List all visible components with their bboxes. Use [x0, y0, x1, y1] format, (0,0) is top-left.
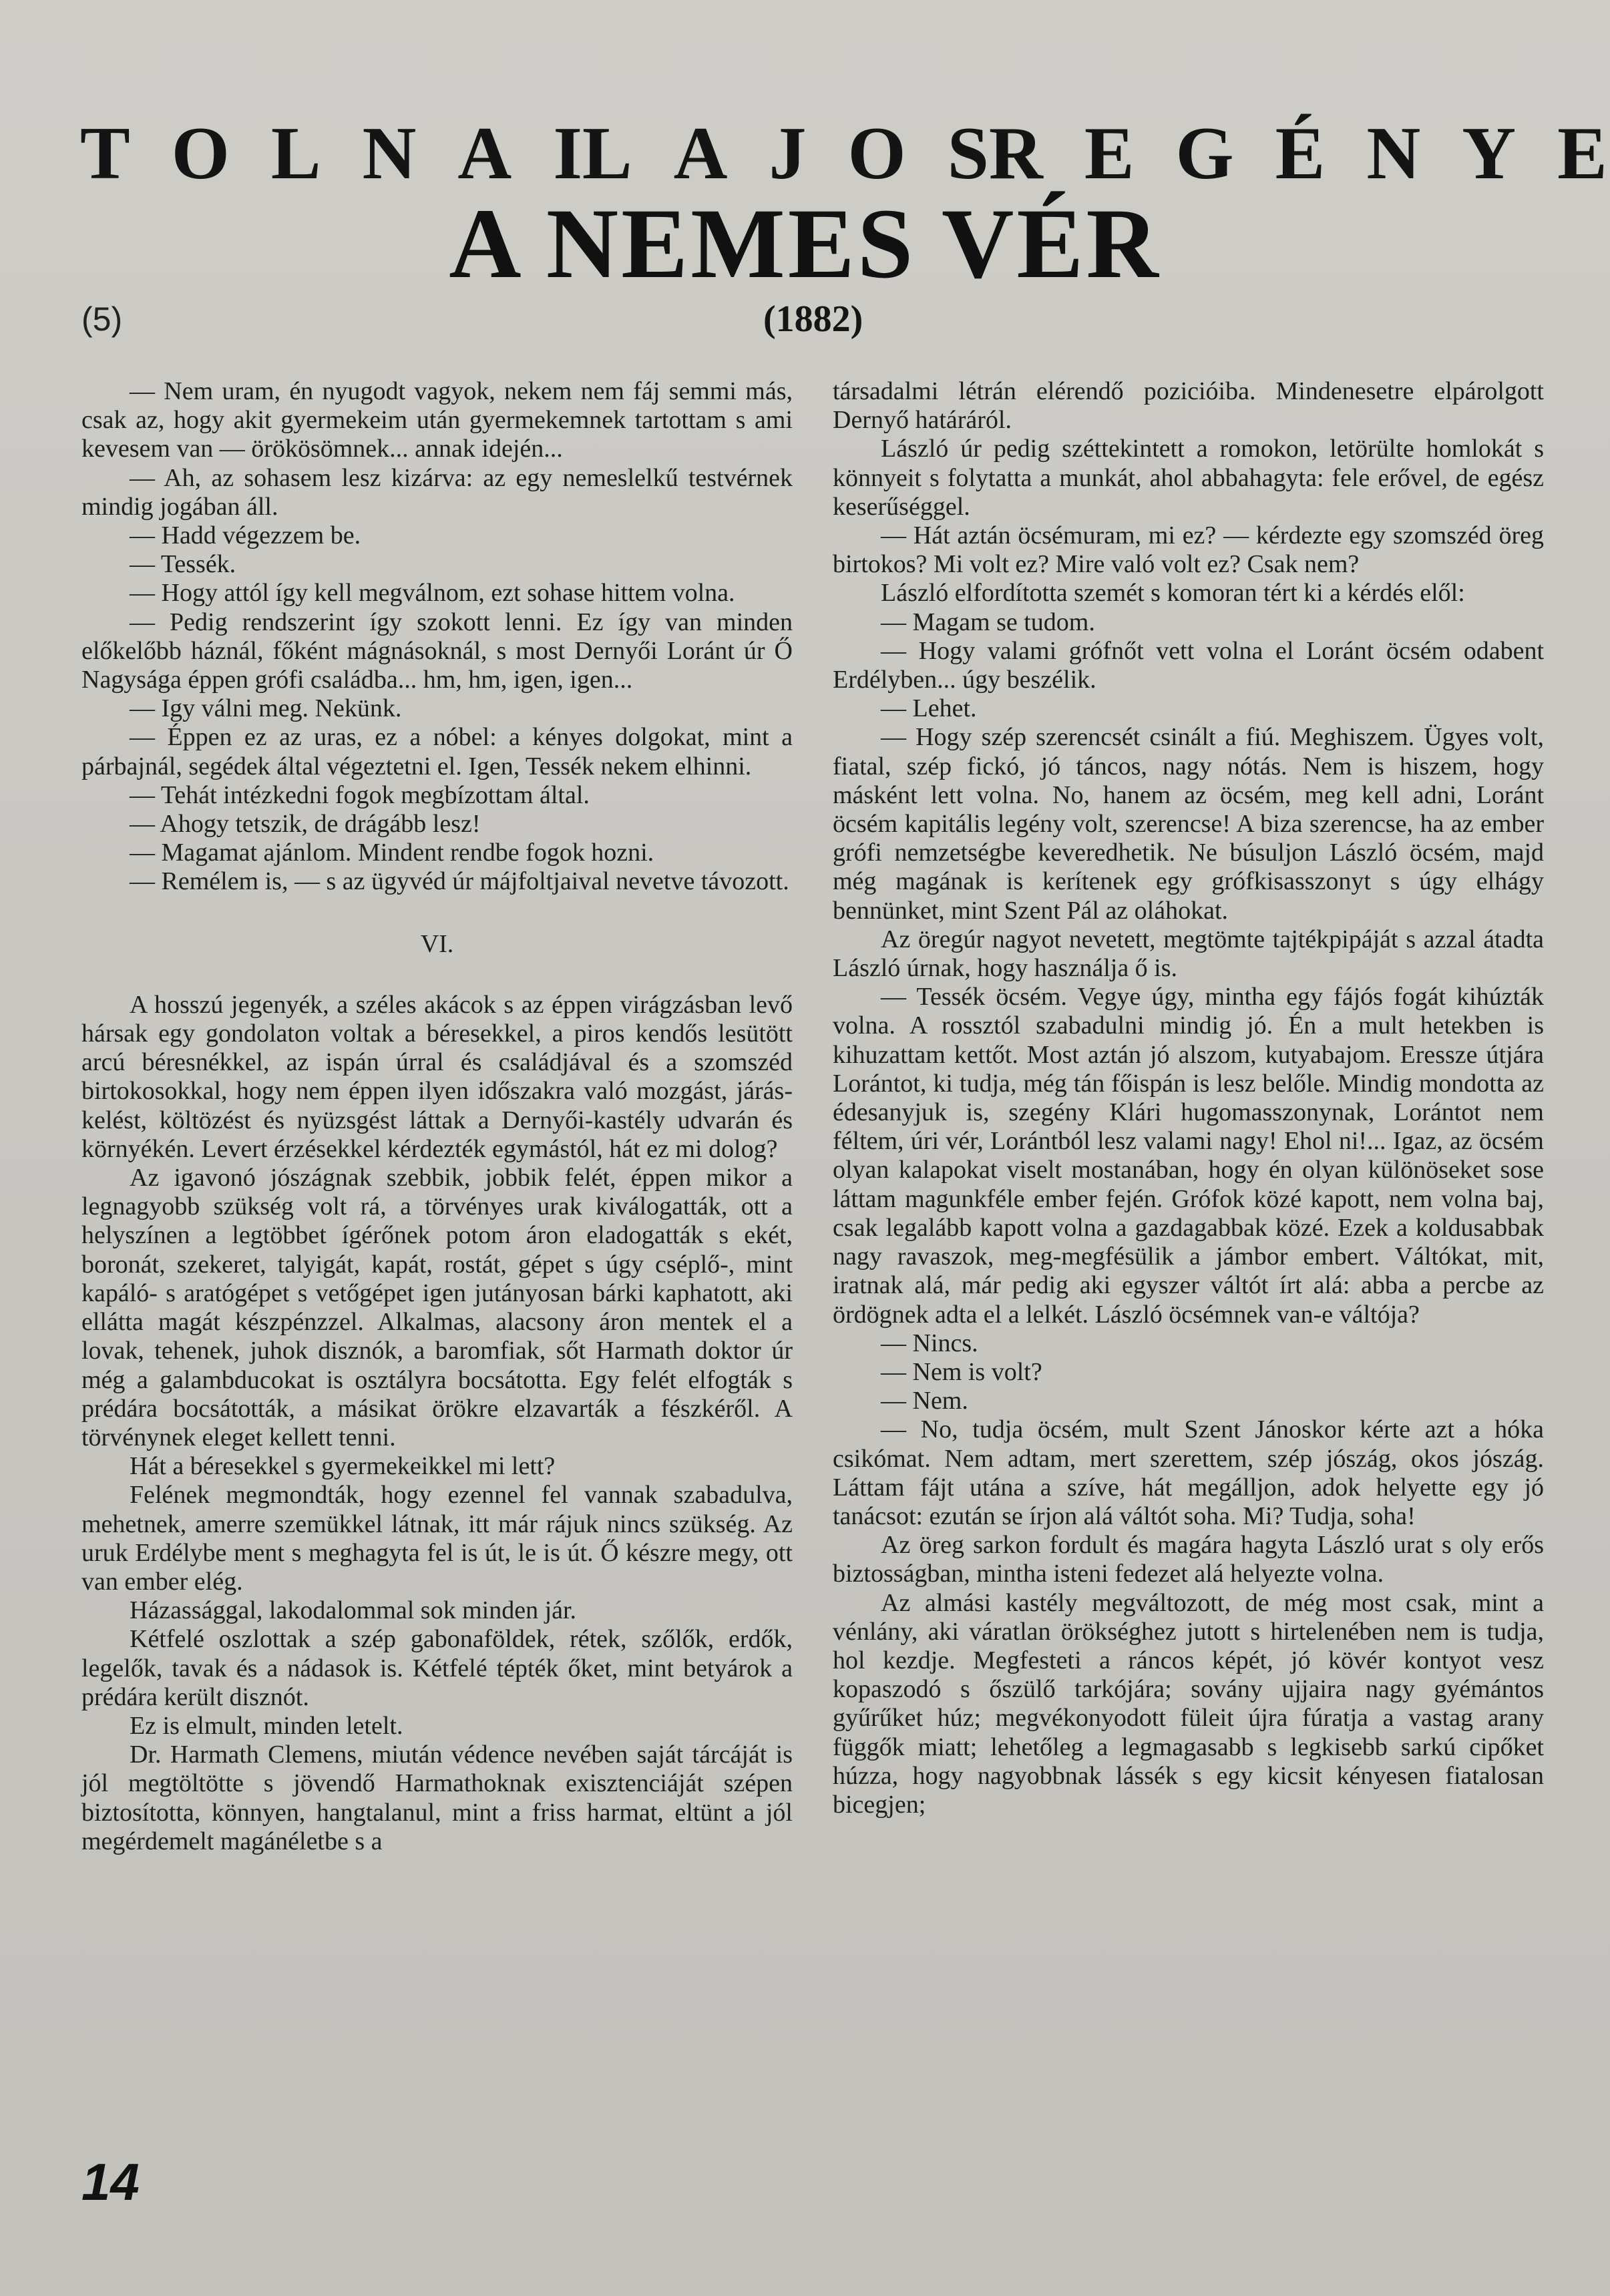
author-letter: É	[1275, 112, 1326, 195]
author-letter: E	[1084, 112, 1135, 195]
author-letter: A	[457, 112, 512, 195]
text-paragraph: — Lehet.	[881, 694, 977, 723]
narrative-paragraph: Kétfelé oszlottak a szép gabonaföldek, rétek, szőlők, erdők, legelők, tavak és a nádasok is. Kétfelé tépték őket, mint betyárok a prédára került disznót.	[81, 1625, 793, 1711]
author-line	[80, 112, 1607, 195]
author-letter: O	[847, 112, 906, 195]
dialogue-paragraph: — Ah, az sohasem lesz kizárva: az egy nemeslelkű testvérnek mindig jogában áll.	[81, 463, 793, 521]
text-paragraph: — Hát aztán öcsémuram, mi ez? — kérdezte egy szomszéd öreg birtokos? Mi volt ez? Mire való volt ez? Csak nem?	[833, 521, 1544, 579]
page-number: 14	[81, 2152, 140, 2211]
text-paragraph: László elfordította szemét s komoran tért ki a kérdés elől:	[881, 579, 1465, 608]
text-paragraph: társadalmi létrán elérendő pozicióiba. Mindenesetre elpárolgott Dernyő határáról.	[833, 377, 1544, 435]
installment-number: (5)	[81, 300, 123, 338]
narrative-paragraph: Ez is elmult, minden letelt.	[130, 1711, 403, 1740]
author-letter: O	[171, 112, 230, 195]
text-paragraph: — Tessék öcsém. Vegye úgy, mintha egy fájós fogát kihúzták volna. A rossztól szabadulni mindig jó. Én a mult hetekben is kihuzattam kettőt. Most aztán jó alszom, kutyabajom. Eressze útjára Lorántot, ki tudja, még tán főispán is lesz belőle. Mindig mondotta az édesanyjuk is, szegény Klári hugomasszonynak, Lorántot nem féltem, úri vér, Lorántból lesz valami nagy! Ehol ni!... Igaz, az öcsém olyan kalapokat viselt mostanában, hogy én olyan különöseket sose láttam magunkféle ember fején. Grófok közé kapott, nem volna baj, csak legalább kapott volna a gazdagabbak közé. Ezek a koldusabbak nagy ravaszok, meg-megfésülik a jámbor embert. Váltókat, mit, iratnak alá, már pedig aki egyszer váltót írt alá: abba a percbe az ördögnek adta el a lelkét. László öcsémnek van-e váltója?	[833, 983, 1544, 1329]
author-word-first-name	[80, 113, 582, 194]
author-letter: I	[553, 112, 582, 195]
dialogue-paragraph: — Hadd végezzem be.	[130, 521, 361, 550]
author-letter: Y	[1462, 112, 1517, 195]
dialogue-paragraph: — Tessék.	[130, 550, 236, 579]
dialogue-paragraph: — Pedig rendszerint így szokott lenni. Ez így van minden előkelőbb háznál, főként mágnásoknál, s most Dernyői Loránt úr Ő Nagysága éppen grófi családba... hm, hm, igen, igen...	[81, 608, 793, 694]
dialogue-paragraph: — Tehát intézkedni fogok megbízottam által.	[130, 780, 590, 809]
novel-title: A NEMES VÉR	[449, 188, 1161, 299]
dialogue-paragraph: — Éppen ez az uras, ez a nóbel: a kényes dolgokat, mint a párbajnál, segédek által végeztetni el. Igen, Tessék nekem elhinni.	[81, 723, 793, 780]
dialogue-paragraph: — Nem uram, én nyugodt vagyok, nekem nem fáj semmi más, csak az, hogy akit gyermekeim után gyermekemnek tartottam s ami kevesem van — örökösömnek... annak idején...	[81, 377, 793, 463]
narrative-paragraph: Hát a béresekkel s gyermekeikkel mi lett?	[130, 1452, 556, 1481]
text-paragraph: — Hogy szép szerencsét csinált a fiú. Meghiszem. Ügyes volt, fiatal, szép fickó, jó táncos, nagy nótás. Nem is hiszem, hogy másként lett volna. No, hanem az öcsém, meg kell adni, Loránt öcsém kapitális legény volt, szerencse! A biza szerencse, ha az ember grófi nemzetségbe keveredhetik. Ne búsuljon László öcsém, majd még magának is kerítenek egy grófkisasszonyt s úgy elhágy bennünket, mint Szent Pál az oláhokat.	[833, 723, 1544, 925]
narrative-paragraph: Házassággal, lakodalommal sok minden jár.	[130, 1596, 577, 1625]
narrative-paragraph: A hosszú jegenyék, a széles akácok s az éppen virágzásban levő hársak egy gondolaton voltak a béresekkel, a piros kendős lesütött arcú béresnékkel, az ispán úrral és családjával és a szomszéd birtokosokkal, hogy nem éppen ilyen időszakra való mozgást, járás-kelést, költözést és nyüzsgést láttak a Dernyői-kastély udvarán és környékén. Levert érzésekkel kérdezték egymástól, hát ez mi dolog?	[81, 990, 793, 1163]
author-letter: L	[270, 112, 321, 195]
text-paragraph: Az öreg sarkon fordult és magára hagyta László urat s oly erős biztosságban, mintha isteni fedezet alá helyezte volna.	[833, 1531, 1544, 1588]
dialogue-paragraph: — Hogy attól így kell megválnom, ezt sohase hittem volna.	[130, 579, 735, 608]
text-paragraph: — Hogy valami grófnőt vett volna el Loránt öcsém odabent Erdélyben... úgy beszélik.	[833, 636, 1544, 694]
dialogue-paragraph: — Igy válni meg. Nekünk.	[130, 694, 402, 723]
text-paragraph: — No, tudja öcsém, mult Szent Jánoskor kérte azt a hóka csikómat. Nem adtam, mert szerettem, szép jószág, okos jószág. Láttam fájt utána a szíve, hát megálljon, adok helyette egy jó tanácsot: ezután se írjon alá váltót soha. Mi? Tudja, soha!	[833, 1415, 1544, 1530]
author-letter: L	[582, 112, 632, 195]
narrative-paragraph: Az igavonó jószágnak szebbik, jobbik felét, éppen mikor a legnagyobb szükség volt rá, a törvényes urak kiválogatták, ott a helyszínen a legtöbbet ígérőnek potom áron eladogatták s ekét, boronát, szekeret, talyigát, kapát, rostát, gépet s úgy cséplő-, mint kapáló- s aratógépet s vetőgépet igen jutányosan bárki kaphatott, aki ellátta magát készpénzzel. Alkalmas, alacsony áron mentek el a lovak, tehenek, juhok disznók, a baromfiak, sőt Harmath doktor úr még a galambducokat is osztályra bocsátotta. Egy felét elfogták s prédára bocsátották, a másikat örökre elzavarták a fészkéről. A törvénynek eleget kellett tenni.	[81, 1164, 793, 1451]
author-letter: N	[362, 112, 417, 195]
author-letter: N	[1366, 112, 1421, 195]
right-text-column	[833, 377, 1544, 1819]
chapter-heading: VI.	[420, 929, 454, 958]
text-paragraph: — Nincs.	[881, 1329, 978, 1357]
author-letter: J	[769, 112, 807, 195]
novel-year: (1882)	[763, 298, 863, 340]
dialogue-paragraph: — Remélem is, — s az ügyvéd úr májfoltjaival nevetve távozott.	[130, 867, 789, 896]
text-paragraph: — Nem.	[881, 1387, 968, 1415]
text-paragraph: László úr pedig széttekintett a romokon, letörülte homlokát s könnyeit s folytatta a munkát, ahol abbahagyta: fele erővel, de egész keserűséggel.	[833, 435, 1544, 521]
author-letter: T	[80, 112, 130, 195]
author-letter: G	[1175, 112, 1234, 195]
left-text-column	[81, 377, 793, 1856]
author-word-last-name	[582, 113, 989, 194]
author-word-novel	[989, 113, 1607, 194]
text-paragraph: — Magam se tudom.	[881, 608, 1095, 636]
text-paragraph: Az almási kastély megváltozott, de még most csak, mint a vénlány, aki váratlan örökséghez jutott s hirtelenében nem is tudja, hol kezdje. Megfesteti a ráncos képét, jó kövér kontyot vesz kopaszodó s őszülő tarkójára; sovány ujjaira nagy gyémántos gyűrűket húz; megvékonyodott füleit újra fúratja a vastag arany függők miatt; lehetőleg a legmagasabb s legkisebb sarkú cipőket húzza, hogy nagyobbnak lássék s egy kicsit kényesen fiatalosan bicegjen;	[833, 1588, 1544, 1819]
author-letter: E	[1557, 112, 1607, 195]
author-letter: A	[673, 112, 728, 195]
dialogue-paragraph: — Ahogy tetszik, de drágább lesz!	[130, 810, 481, 839]
narrative-paragraph: Dr. Harmath Clemens, miután védence nevében saját tárcáját is jól megtöltötte s jövendő Harmathoknak exisztenciáját szépen biztosította, könnyen, hangtalanul, mint a friss harmat, eltünt a jól megérdemelt magánéletbe s a	[81, 1741, 793, 1855]
author-letter: R	[988, 112, 1043, 195]
dialogue-paragraph: — Magamat ajánlom. Mindent rendbe fogok hozni.	[130, 839, 654, 867]
text-paragraph: — Nem is volt?	[881, 1357, 1042, 1386]
text-paragraph: Az öregúr nagyot nevetett, megtömte tajtékpipáját s azzal átadta László úrnak, hogy használja ő is.	[833, 925, 1544, 983]
narrative-paragraph: Felének megmondták, hogy ezennel fel vannak szabadulva, mehetnek, amerre szemükkel látnak, itt már rájuk nincs szükség. Az uruk Erdélybe ment s meghagyta fel is út, le is út. Ő készre megy, ott van ember elég.	[81, 1481, 793, 1596]
author-letter: S	[947, 112, 989, 195]
